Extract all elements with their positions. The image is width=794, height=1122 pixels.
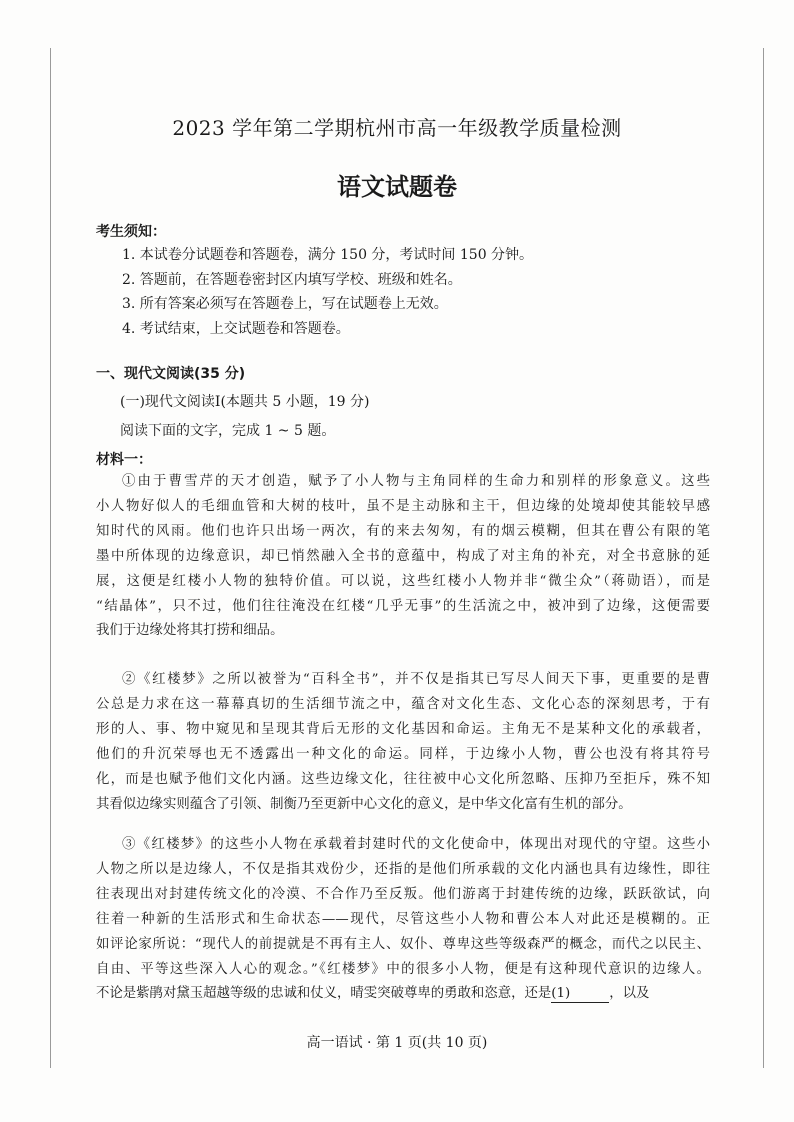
paragraph-line: “结晶体”，只不过，他们往往淹没在红楼“几乎无事”的生活流之中，被冲到了边缘，这便需要 [96, 598, 710, 614]
section-heading: 一、现代文阅读(35 分) [96, 366, 246, 382]
paragraph-line: ②《红楼梦》之所以被誉为“百科全书”，并不仅是指其已写尽人间天下事，更重要的是曹 [122, 672, 710, 687]
paragraph-text: ，以及 [609, 986, 650, 1002]
page-footer: 高一语试 · 第 1 页(共 10 页) [306, 1035, 488, 1051]
notice-item: 4. 考试结束，上交试题卷和答题卷。 [122, 321, 350, 338]
paragraph-line: 墨中所体现的边缘意识，却已悄然融入全书的意蕴中，构成了对主角的补充，对全书意脉的延 [96, 548, 710, 564]
paragraph-line: 化，而是也赋予他们文化内涵。这些边缘文化，往往被中心文化所忽略、压抑乃至拒斥，殊不知 [96, 771, 710, 787]
paragraph-line: ①由于曹雪芹的天才创造，赋予了小人物与主角同样的生命力和别样的形象意义。这些 [122, 474, 710, 489]
notice-item: 1. 本试卷分试题卷和答题卷，满分 150 分，考试时间 150 分钟。 [122, 247, 534, 263]
paragraph-3 [96, 833, 710, 1007]
notice-list [122, 243, 533, 342]
material-label: 材料一： [96, 452, 152, 468]
notice-item: 3. 所有答案必须写在答题卷上，写在试题卷上无效。 [122, 296, 448, 313]
paragraph-line: 其看似边缘实则蕴含了引领、制衡乃至更新中心文化的意义，是中华文化富有生机的部分。 [96, 796, 632, 812]
paragraph-text: 不论是紫鹃对黛玉超越等级的忠诚和仗义，晴雯突破尊卑的勇敢和恣意，还是 [96, 986, 552, 1002]
paragraph-line: 人物之所以是边缘人，不仅是指其戏份少，还指的是他们所承载的文化内涵也具有边缘性，即往 [96, 861, 710, 877]
paragraph-line: 展，这便是红楼小人物的独特价值。可以说，这些红楼小人物并非“微尘众”（蒋勋语），而是 [96, 573, 710, 589]
notice-heading: 考生须知： [96, 224, 166, 240]
paragraph-line: 自由、平等这些深入人心的观念。”《红楼梦》中的很多小人物，便是有这种现代意识的边缘人。 [96, 961, 710, 977]
paragraph-line: ③《红楼梦》的这些小人物在承载着封建时代的文化使命中，体现出对现代的守望。这些小 [122, 837, 710, 852]
section-subheading: (一)现代文阅读Ⅰ(本题共 5 小题，19 分) [120, 394, 370, 410]
paragraph-line: 我们于边缘处将其打捞和细品。 [96, 623, 284, 639]
paragraph-line: 小人物好似人的毛细血管和大树的枝叶，虽不是主动脉和主干，但边缘的处境却使其能较早感 [96, 498, 710, 514]
reading-instruction: 阅读下面的文字，完成 1 ~ 5 题。 [120, 423, 336, 439]
paragraph-line: 往着一种新的生活形式和生命状态——现代，尽管这些小人物和曹公本人对此还是模糊的。正 [96, 911, 710, 927]
paragraph-2 [96, 668, 710, 817]
paragraph-line: 公总是力求在这一幕幕真切的生活细节流之中，蕴含对文化生态、文化心态的深刻思考，于有 [96, 696, 710, 712]
paragraph-line: 往表现出对封建传统文化的冷漠、不合作乃至反叛。他们游离于封建传统的边缘，跃跃欲试，向 [96, 886, 710, 902]
paragraph-line: 如评论家所说：“现代人的前提就是不再有主人、奴仆、尊卑这些等级森严的概念，而代之以民主、 [96, 936, 710, 952]
answer-blank: (1) [551, 986, 609, 1003]
paragraph-line-with-blank [96, 982, 710, 1007]
paragraph-line: 形的人、事、物中窥见和呈现其背后无形的文化基因和命运。主角无不是某种文化的承载者， [96, 721, 710, 737]
notice-item: 2. 答题前，在答题卷密封区内填写学校、班级和姓名。 [122, 271, 462, 288]
subject-title: 语文试题卷 [337, 173, 457, 201]
paragraph-line: 他们的升沉荣辱也无不透露出一种文化的命运。同样，于边缘小人物，曹公也没有将其符号 [96, 746, 710, 762]
paragraph-line: 知时代的风雨。他们也许只出场一两次，有的来去匆匆，有的烟云模糊，但其在曹公有限的笔 [96, 523, 710, 539]
paragraph-1 [96, 470, 710, 644]
exam-title: 2023 学年第二学期杭州市高一年级教学质量检测 [172, 116, 622, 140]
